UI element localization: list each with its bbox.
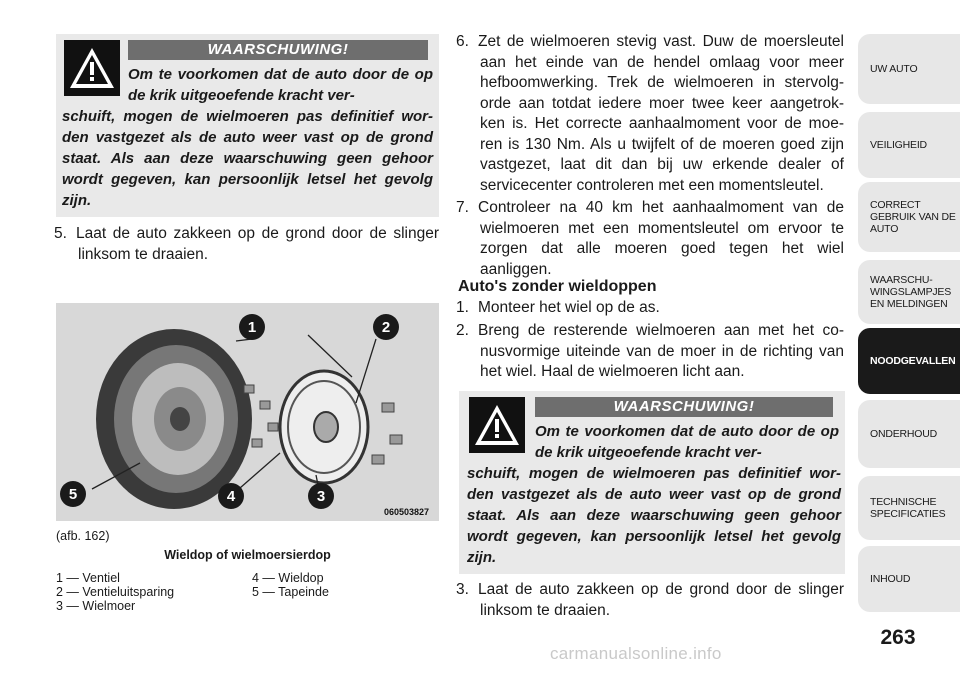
step-item — [458, 321, 844, 383]
watermark: carmanualsonline.info — [550, 644, 722, 663]
warning-title-bar: WAARSCHUWING! — [535, 397, 833, 417]
warning-triangle-icon — [469, 397, 525, 453]
warning-box-left — [56, 34, 439, 217]
warning-text-bottom: schuift, mogen de wielmoeren pas definitief wor-den vastgezet als de auto weer vast op de grond staat. Als aan deze waarschuwing geen gehoor wordt gegeven, kan persoonlijk letsel het gevolg zijn. — [62, 108, 433, 209]
callout-5: 5 — [68, 486, 78, 503]
wheel-figure — [56, 303, 439, 521]
tab-label: NOODGEVALLEN — [870, 355, 956, 367]
warning-text-bottom: schuift, mogen de wielmoeren pas definitief wor-den vastgezet als de auto weer vast op de grond staat. Als aan deze waarschuwing geen gehoor wordt gegeven, kan persoonlijk letsel het gevolg zijn. — [467, 465, 841, 566]
step-number: 1. — [456, 299, 469, 316]
warning-text-top: Om te voorkomen dat de auto door de op de krik uitgeoefende kracht ver- — [128, 66, 433, 104]
tab-label: UW AUTO — [870, 63, 918, 75]
legend-item: 5 — Tapeinde — [252, 585, 329, 599]
step-item — [458, 198, 844, 280]
legend-item: 1 — Ventiel — [56, 571, 120, 585]
figure-ref: (afb. 162) — [56, 529, 110, 543]
warning-title-bar: WAARSCHUWING! — [128, 40, 428, 60]
warning-triangle-icon — [64, 40, 120, 96]
step-item — [458, 580, 844, 621]
callout-4: 4 — [226, 488, 236, 505]
figure-id: 060503827 — [383, 507, 429, 517]
step-item — [56, 224, 439, 265]
step-number: 3. — [456, 581, 469, 598]
step-text: Laat de auto zakkeen op de grond door de slinger linksom te draaien. — [478, 581, 844, 619]
figure-legend-right — [252, 571, 329, 599]
step-text: Zet de wielmoeren stevig vast. Duw de moersleutel aan het einde van de hendel omlaag voor meer hefboomwerking. Trek de wielmoeren in stervolg-orde aan totdat iedere moer twee keer aangetrok-ken is. Het correcte aanhaalmoment voor de moe-ren is 130 Nm. Als u twijfelt of de moeren goed zijn vastgezet, laat dit dan bij uw erkende dealer of servicecenter controleren met een momentsleutel. — [478, 33, 844, 194]
tab-label: WAARSCHU-WINGSLAMPJES EN MELDINGEN — [870, 274, 952, 310]
figure-legend-left — [56, 571, 174, 613]
step-number: 5. — [54, 225, 67, 242]
tab-correct-gebruik-van-de-auto[interactable] — [858, 182, 960, 252]
page-number: 263 — [880, 626, 916, 649]
callout-3: 3 — [316, 488, 326, 505]
tab-uw-auto[interactable] — [858, 34, 960, 104]
tab-inhoud[interactable] — [858, 546, 960, 612]
legend-item: 4 — Wieldop — [252, 571, 324, 585]
section-subheading: Auto's zonder wieldoppen — [458, 278, 657, 295]
callout-2: 2 — [381, 319, 391, 336]
tab-label: CORRECT GEBRUIK VAN DE AUTO — [870, 199, 956, 235]
tab-onderhoud[interactable] — [858, 400, 960, 468]
step-item — [458, 298, 844, 319]
tab-label: TECHNISCHE SPECIFICATIES — [870, 496, 946, 520]
tab-label: INHOUD — [870, 573, 911, 585]
tab-label: VEILIGHEID — [870, 139, 927, 151]
warning-box-right — [459, 391, 845, 574]
callout-1: 1 — [247, 319, 257, 336]
step-item — [458, 32, 844, 196]
tab-veiligheid[interactable] — [858, 112, 960, 178]
tab-label: ONDERHOUD — [870, 428, 938, 440]
step-number: 6. — [456, 33, 469, 50]
step-text: Controleer na 40 km het aanhaalmoment van de wielmoeren met een momentsleutel om ervoor te zorgen dat alle moeren goed tegen het wiel aanliggen. — [478, 199, 844, 278]
step-text: Breng de resterende wielmoeren aan met het co-nusvormige uiteinde van de moer in de richting van het wiel. Haal de wielmoeren licht aan. — [478, 322, 844, 380]
wheel-illustration — [56, 303, 439, 521]
figure-title: Wieldop of wielmoersierdop — [164, 548, 331, 562]
warning-text-top: Om te voorkomen dat de auto door de op de krik uitgeoefende kracht ver- — [535, 423, 839, 461]
tab-waarschu-wingslampjes-en-meldingen[interactable] — [858, 260, 960, 324]
tab-technische-specificaties[interactable] — [858, 476, 960, 540]
step-number: 7. — [456, 199, 469, 216]
legend-item: 2 — Ventieluitsparing — [56, 585, 175, 599]
step-text: Laat de auto zakkeen op de grond door de slinger linksom te draaien. — [76, 225, 439, 263]
legend-item: 3 — Wielmoer — [56, 599, 136, 613]
step-number: 2. — [456, 322, 469, 339]
step-text: Monteer het wiel op de as. — [478, 299, 660, 316]
tab-noodgevallen[interactable] — [858, 328, 960, 394]
